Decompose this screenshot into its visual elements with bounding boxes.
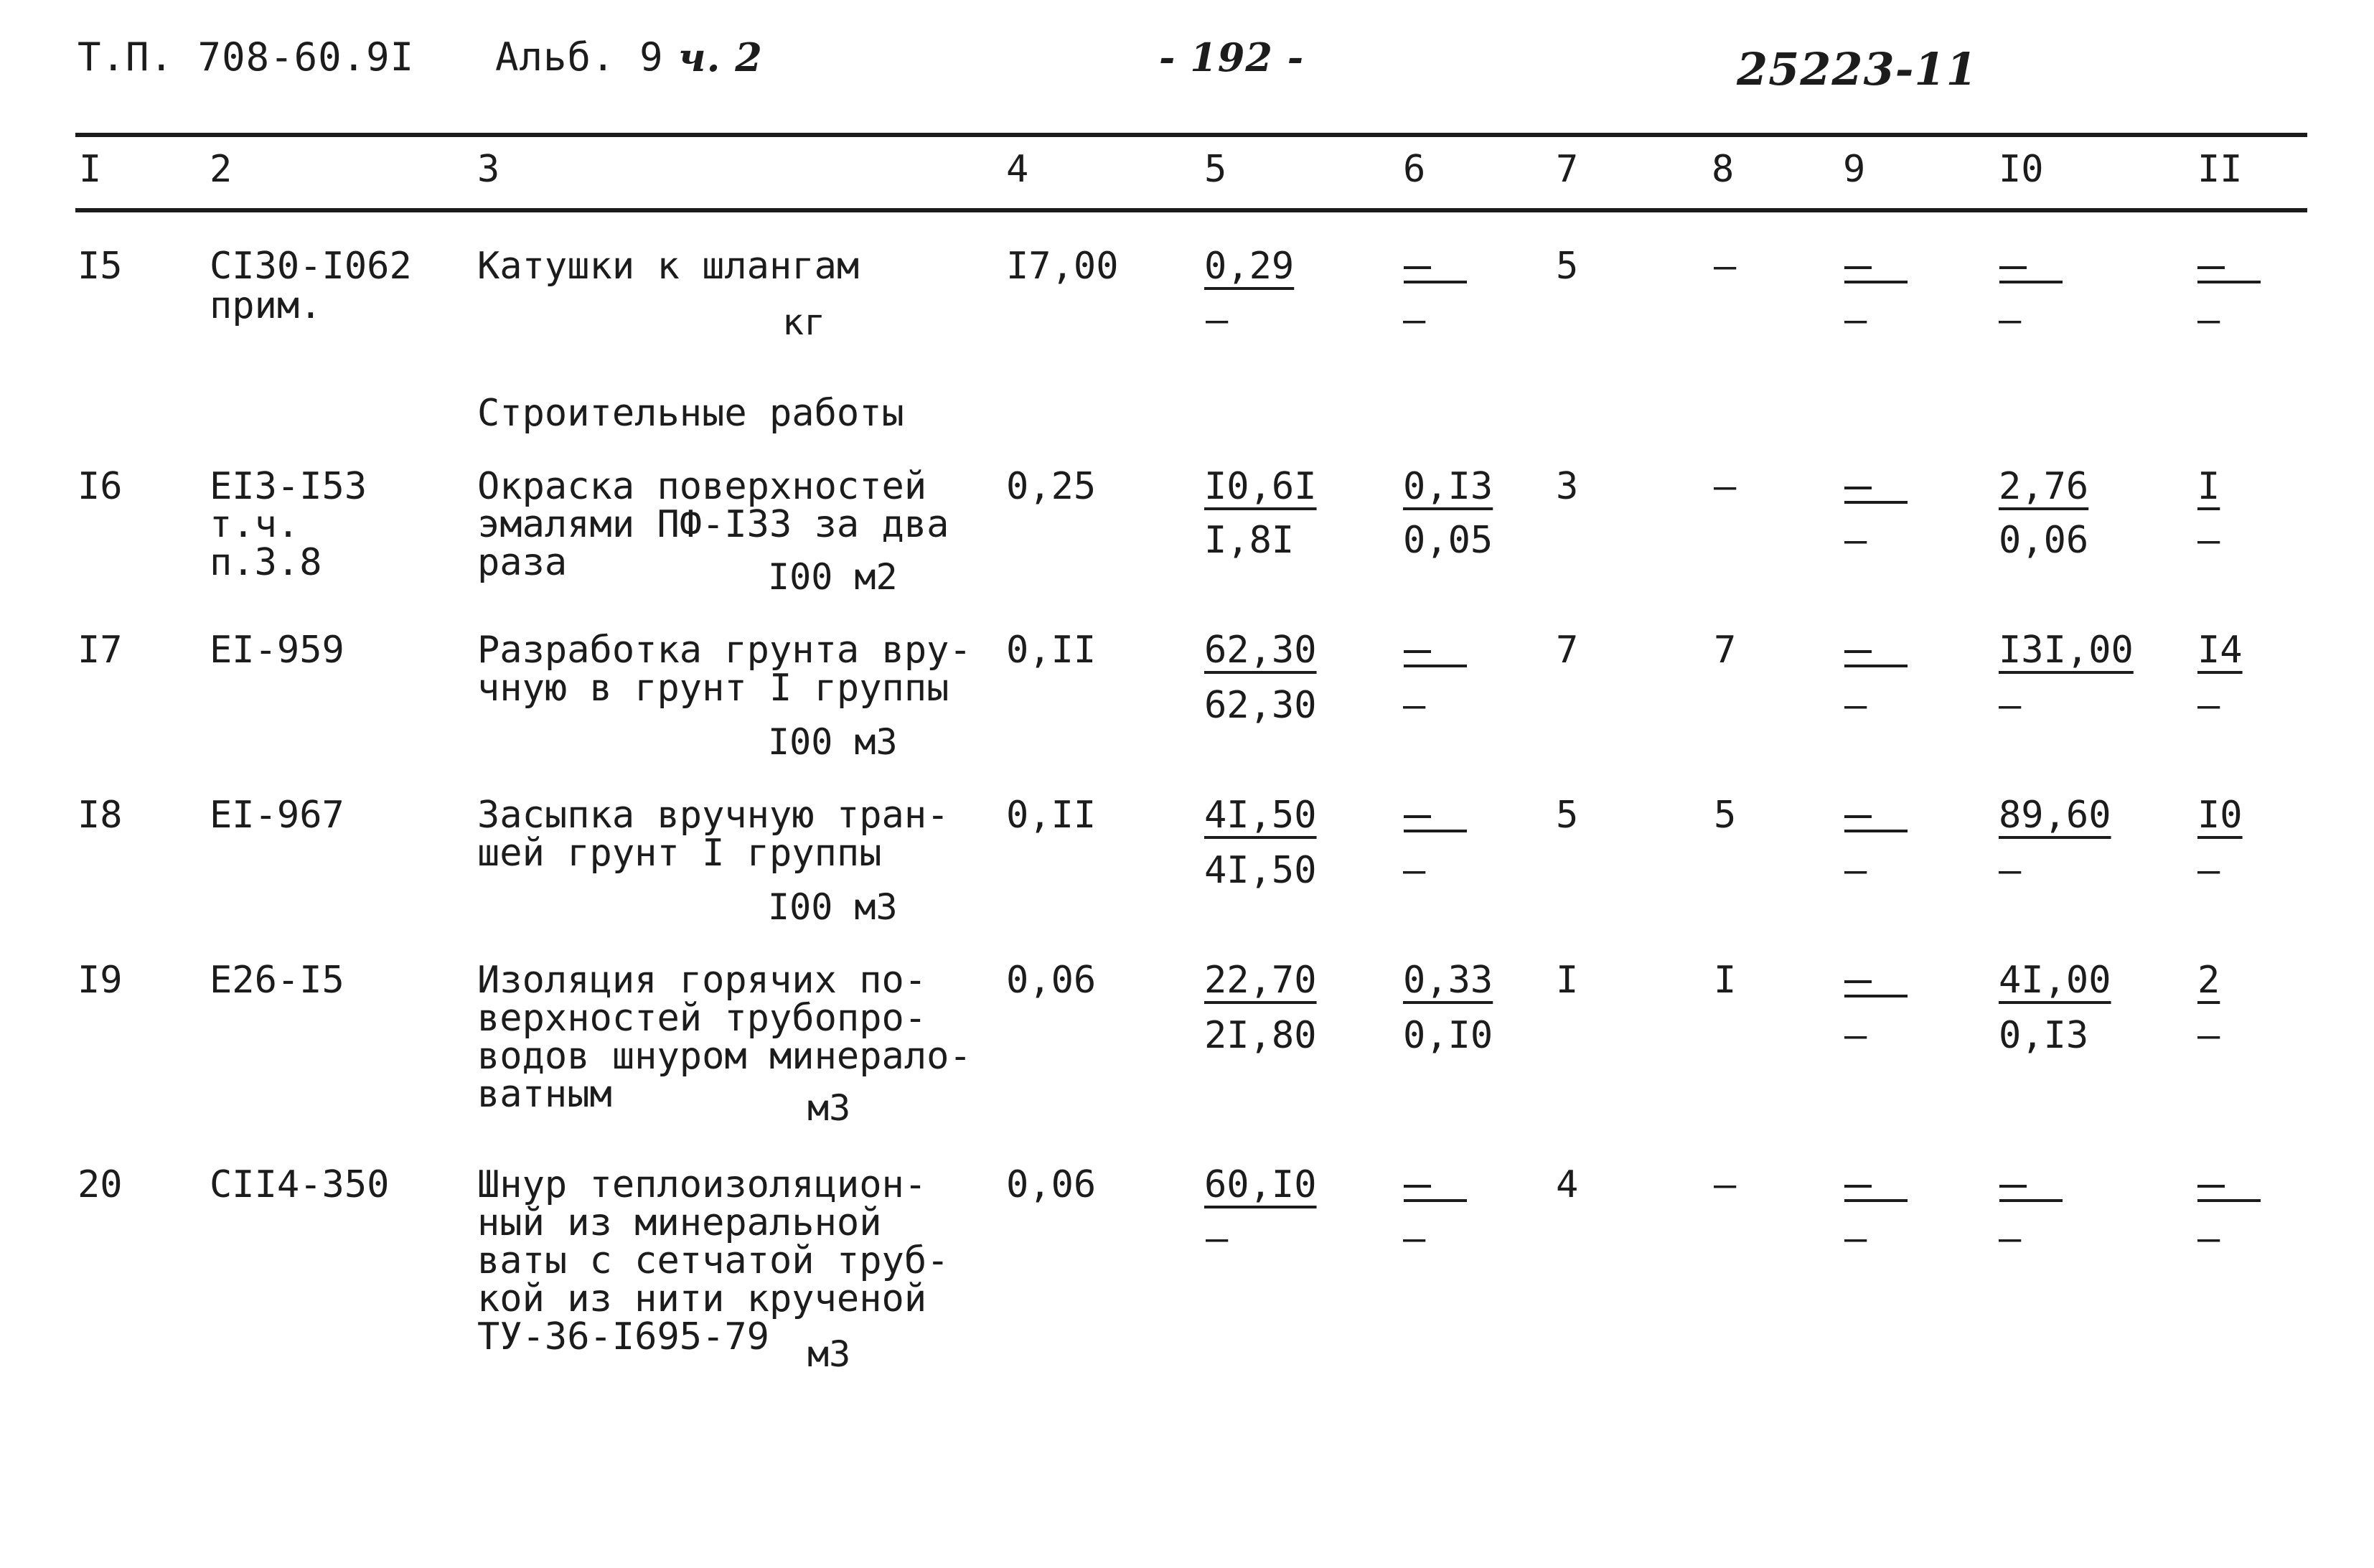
work-name: Окраска поверхностей [477,465,927,508]
col11-bottom: – [2197,299,2220,342]
rate-code-note: т.ч. [210,503,300,546]
measure-unit: м3 [807,1333,851,1375]
work-name: ватным [477,1073,612,1116]
album-part: ч. 2 [678,34,763,80]
work-name: ный из минеральной [477,1201,882,1244]
col8: – [1714,465,1737,508]
rate-code: CI30-I062 [210,245,412,288]
col6-top: 0,33 [1403,959,1493,1002]
col10-bottom: – [1999,1217,2022,1260]
col6-bottom: 0,I0 [1403,1014,1493,1057]
col6-bottom: – [1403,299,1426,342]
measure-unit: I00 м2 [768,556,898,598]
rate-code: CII4-350 [210,1163,390,1206]
col11-top: I4 [2197,629,2243,672]
work-name: шей грунт I группы [477,832,882,875]
col10-top: 4I,00 [1999,959,2111,1002]
quantity: I7,00 [1006,245,1119,288]
col7: 3 [1556,465,1579,508]
col10-bottom: – [1999,684,2022,727]
col9-bottom: – [1844,519,1867,562]
row-number: I6 [78,465,123,508]
album-label: Альб. 9 [495,34,664,80]
col9-top-dash [1842,1180,1910,1205]
col6-bottom: – [1403,684,1426,727]
quantity: 0,25 [1006,465,1097,508]
quantity: 0,06 [1006,959,1097,1002]
col5-bottom: I,8I [1204,519,1295,562]
rate-code-note: п.3.8 [210,541,322,584]
measure-unit: I00 м3 [768,886,898,928]
rate-code: EI-967 [210,794,344,837]
col5-bottom: – [1206,1217,1229,1260]
col-header-3: 3 [477,148,500,191]
header-rule [75,208,2307,212]
col-header-4: 4 [1006,148,1029,191]
col11-top: 2 [2197,959,2220,1002]
col6-top-dash [1401,262,1470,286]
work-name: Шнур теплоизоляцион- [477,1163,927,1206]
work-name: Катушки к шлангам [477,245,860,288]
col11-bottom: – [2197,519,2220,562]
col5-top: 22,70 [1204,959,1317,1002]
quantity: 0,II [1006,629,1097,672]
col8: 5 [1714,794,1737,837]
col10-top: 2,76 [1999,465,2089,508]
col6-top-dash [1401,1180,1470,1205]
col6-top: 0,I3 [1403,465,1493,508]
col8: – [1714,245,1737,288]
work-name: чную в грунт I группы [477,667,949,710]
row-number: 20 [78,1163,123,1206]
work-name: Разработка грунта вру- [477,629,972,672]
col5-bottom: – [1206,299,1229,342]
col5-top: 0,29 [1204,245,1295,288]
row-number: I5 [78,245,123,288]
col11-bottom: – [2197,849,2220,892]
page-number: - 192 - [1159,34,1305,80]
measure-unit: м3 [807,1087,851,1129]
col5-top: 62,30 [1204,629,1317,672]
col-header-6: 6 [1403,148,1426,191]
rate-code: EI3-I53 [210,465,367,508]
col9-bottom: – [1844,849,1867,892]
handwritten-number: 25223-11 [1737,43,1978,95]
rate-code: EI-959 [210,629,344,672]
col-header-5: 5 [1204,148,1227,191]
col10-bottom: – [1999,849,2022,892]
work-name: раза [477,541,568,584]
work-name: водов шнуром минерало- [477,1035,972,1078]
col-header-1: I [79,148,102,191]
col7: 5 [1556,245,1579,288]
col9-top-dash [1842,262,1910,286]
work-name: эмалями ПФ-I33 за два [477,503,949,546]
col5-top: 4I,50 [1204,794,1317,837]
col8: – [1714,1163,1737,1206]
col11-top: I [2197,465,2220,508]
measure-unit: I00 м3 [768,721,898,763]
work-name: кой из нити крученой [477,1277,927,1320]
section-title: Строительные работы [477,392,904,435]
col7: I [1556,959,1579,1002]
col-header-8: 8 [1712,148,1735,191]
col11-bottom: – [2197,684,2220,727]
col5-top: 60,I0 [1204,1163,1317,1206]
rate-code: E26-I5 [210,959,344,1002]
col10-top: 89,60 [1999,794,2111,837]
col-header-10: I0 [1999,148,2044,191]
work-name: Изоляция горячих по- [477,959,927,1002]
doc-code: Т.П. 708-60.9I [78,34,415,80]
col9-bottom: – [1844,299,1867,342]
row-number: I9 [78,959,123,1002]
col11-bottom: – [2197,1217,2220,1260]
row-number: I7 [78,629,123,672]
rate-code-note: прим. [210,284,322,327]
col5-bottom: 2I,80 [1204,1014,1317,1057]
col10-bottom: 0,06 [1999,519,2089,562]
col-header-11: II [2197,148,2243,191]
quantity: 0,II [1006,794,1097,837]
col11-top-dash [2195,1180,2263,1205]
work-name: ТУ-36-I695-79 [477,1315,769,1358]
col6-bottom: – [1403,849,1426,892]
top-rule [75,133,2307,137]
col7: 7 [1556,629,1579,672]
col5-top: I0,6I [1204,465,1317,508]
col6-top-dash [1401,811,1470,835]
col-header-9: 9 [1843,148,1866,191]
col10-bottom: 0,I3 [1999,1014,2089,1057]
col6-top-dash [1401,646,1470,670]
measure-unit: кг [782,301,826,343]
col10-top: I3I,00 [1999,629,2134,672]
col9-top-dash [1842,811,1910,835]
row-number: I8 [78,794,123,837]
col11-top: I0 [2197,794,2243,837]
work-name: Засыпка вручную тран- [477,794,949,837]
col10-bottom: – [1999,299,2022,342]
col9-bottom: – [1844,1014,1867,1057]
col5-bottom: 4I,50 [1204,849,1317,892]
col7: 4 [1556,1163,1579,1206]
work-name: ваты с сетчатой труб- [477,1239,949,1282]
col7: 5 [1556,794,1579,837]
work-name: верхностей трубопро- [477,997,927,1040]
col8: 7 [1714,629,1737,672]
col6-bottom: 0,05 [1403,519,1493,562]
col5-bottom: 62,30 [1204,684,1317,727]
col9-top-dash [1842,646,1910,670]
col10-top-dash [1997,1180,2065,1205]
col-header-2: 2 [210,148,233,191]
col9-top-dash [1842,482,1910,507]
col9-bottom: – [1844,1217,1867,1260]
quantity: 0,06 [1006,1163,1097,1206]
col6-bottom: – [1403,1217,1426,1260]
col8: I [1714,959,1737,1002]
col11-top-dash [2195,262,2263,286]
col9-top-dash [1842,976,1910,1000]
col11-bottom: – [2197,1014,2220,1057]
col-header-7: 7 [1556,148,1579,191]
col9-bottom: – [1844,684,1867,727]
col10-top-dash [1997,262,2065,286]
